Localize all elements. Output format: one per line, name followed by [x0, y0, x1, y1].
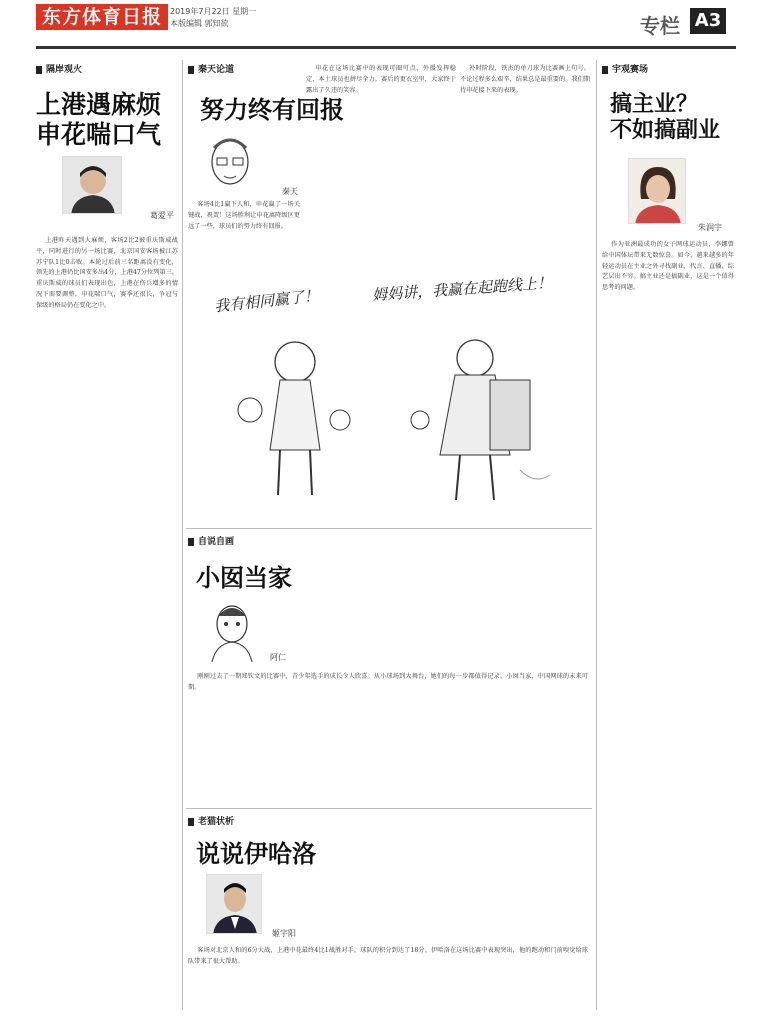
section-tag-mid: 自说自画	[188, 536, 234, 548]
article-body-bottom: 客场对北京人和的6分大战，上港中花最终4比1战胜对手。球队的积分到达了18分。伊哈洛在这场比赛中表现突出，他的跑动和门前嗅觉给球队带来了很大帮助。	[188, 947, 588, 965]
section-tag-bottom: 老猫状析	[188, 816, 234, 828]
section-tag-col1: 隔岸观火	[36, 64, 82, 76]
section-divider	[186, 528, 592, 529]
column-divider	[182, 60, 183, 1010]
author-portrait-col1	[62, 156, 122, 214]
headline-col2: 努力终有回报	[200, 96, 344, 124]
headline-right-line2: 不如搞副业	[610, 117, 721, 143]
article-body-right: 作为亚洲最成功的女子网球运动员，李娜曾给中国体坛带来无数惊喜。如今，越来越多的年轻运动员在主业之外寻找副业，代言、直播、综艺层出不穷。搞主业还是搞副业，这是一个值得思考的问题。	[602, 241, 734, 292]
author-col2: 秦天	[282, 187, 298, 196]
section-tag-right: 宇观赛场	[602, 64, 648, 76]
article-body-col2: 客场4比1赢下人和，申花赢了一场关键战，祝贺！这场胜利让申花离降级区更远了一些，球员们的努力终有回报。	[188, 201, 300, 230]
section-name: 专栏	[640, 14, 680, 38]
author-bottom: 姬宇阳	[272, 929, 296, 938]
author-portrait-bottom	[206, 874, 262, 934]
article-body-mid: 刚刚过去了一期郑钦文的比赛中，青少年选手的成长令人欣喜。从小球场到大舞台，她们的每一步都值得记录。小囡当家，中国网球的未来可期。	[188, 673, 588, 691]
author-portrait-right	[628, 158, 686, 224]
headline-col1	[36, 90, 186, 149]
author-mid: 阿仁	[270, 653, 286, 662]
editor-line: 本版编辑 郭知欲	[170, 19, 229, 28]
headline-right-line1: 搞主业？	[610, 92, 699, 117]
headline-col1-line1: 上港遇麻烦	[36, 90, 162, 119]
headline-col1-line2: 申花喘口气	[36, 119, 162, 149]
newspaper-logo: 东方体育日报	[36, 4, 168, 30]
column-divider	[596, 60, 597, 1010]
date-line: 2019年7月22日 星期一	[170, 7, 257, 16]
headline-bottom: 说说伊哈洛	[196, 840, 316, 868]
article-body-col3: 申花在这场比赛中的表现可圈可点，外援发挥稳定，本土球员也拼尽全力。赛后的更衣室里，大家终于露出了久违的笑容。	[306, 65, 456, 94]
author-col1: 葛爱平	[150, 211, 174, 220]
cartoon-speech-right: 姆妈讲，我赢在起跑线上！	[371, 273, 553, 305]
article-body-col1: 上港昨天遇到大麻烦，客场2比2被重庆斯威战平，同时进行的另一场比赛，北京国安客场被江苏苏宁队1比0击败。本轮过后前三名距离没有变化，领先的上港仍比国安多出4分，上港47分位列第三。重庆斯威的球员们表现出色，上港在伤兵增多的情况下需要调整。申花喘口气，赛季还很长，争冠与保级的格局仍在变化之中。	[36, 237, 178, 309]
cartoon-speech-left: 我有相同赢了！	[213, 286, 320, 316]
headline-right	[610, 92, 740, 144]
masthead-meta	[170, 6, 256, 30]
headline-mid: 小囡当家	[196, 564, 292, 592]
author-sketch-mid	[206, 600, 258, 662]
author-right: 朱润宇	[698, 223, 722, 232]
section-tag-col2: 秦天论道	[188, 64, 234, 76]
article-body-col4: 补时阶段，铁杰的单刀球为比赛画上句号。不论过程多么艰辛，结果总是最重要的。我们期待申花接下来的表现。	[460, 65, 590, 94]
page-number: A3	[690, 8, 726, 34]
author-sketch-col2	[200, 134, 260, 192]
section-divider	[186, 808, 592, 809]
masthead-rule	[36, 46, 736, 49]
